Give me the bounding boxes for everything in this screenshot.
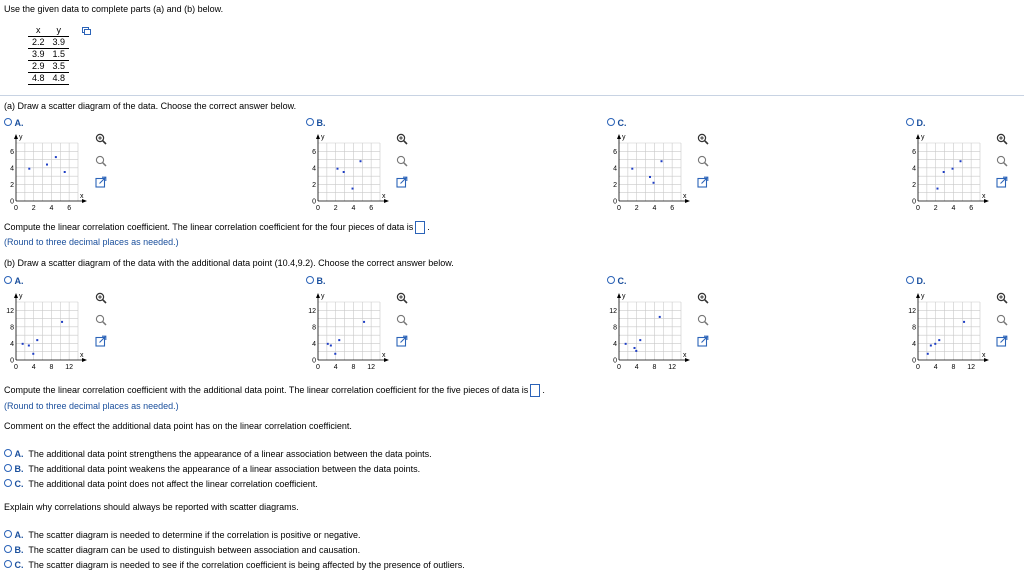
part-a-plot-a	[4, 131, 94, 213]
data-point	[36, 339, 38, 341]
x-tick-label: 0	[916, 205, 920, 212]
choice-text: The scatter diagram is needed to determine if the correlation is positive or negative.	[28, 530, 361, 540]
part-b-answer-input[interactable]	[530, 384, 540, 397]
table-cell: 3.9	[49, 37, 70, 49]
y-tick-label: 0	[10, 198, 14, 206]
option-label: B.	[316, 276, 326, 286]
data-point	[934, 343, 936, 345]
x-tick-label: 4	[351, 205, 356, 212]
y-axis-arrow	[316, 293, 320, 298]
part-a-option-b[interactable]	[306, 118, 326, 128]
x-tick-label: 4	[31, 364, 36, 371]
y-axis-label: y	[622, 134, 626, 141]
y-tick-label: 12	[308, 307, 316, 315]
open-external-icon[interactable]	[95, 335, 107, 347]
x-tick-label: 0	[14, 364, 18, 371]
option-label: D.	[916, 118, 926, 128]
explain-choice-b[interactable]	[4, 545, 360, 555]
part-b-compute-text: Compute the linear correlation coefficient with the additional data point. The linear correlation coefficient for the five pieces of data is	[4, 384, 529, 395]
data-point	[659, 316, 661, 318]
part-a-tools-a	[95, 133, 107, 188]
data-point	[639, 339, 641, 341]
y-tick-label: 2	[613, 181, 617, 189]
zoom-out-icon[interactable]	[396, 155, 408, 167]
table-cell: 2.2	[28, 37, 49, 49]
part-a-tools-c	[697, 133, 709, 188]
zoom-in-icon[interactable]	[95, 133, 107, 145]
data-point	[61, 321, 63, 323]
x-axis-label: x	[982, 193, 986, 200]
radio-button[interactable]	[4, 118, 12, 126]
zoom-in-icon[interactable]	[996, 292, 1008, 304]
comment-prompt: Comment on the effect the additional data point has on the linear correlation coefficient.	[4, 421, 352, 431]
y-axis-label: y	[19, 293, 23, 300]
y-tick-label: 2	[312, 181, 316, 189]
x-tick-label: 12	[367, 364, 376, 371]
data-point	[338, 339, 340, 341]
choice-text: The additional data point does not affect the linear correlation coefficient.	[28, 479, 318, 489]
y-tick-label: 0	[10, 357, 14, 365]
part-b-tools-d	[996, 292, 1008, 347]
data-point	[927, 353, 929, 355]
x-tick-label: 8	[351, 364, 356, 371]
part-a-plot-c	[607, 131, 697, 213]
part-b-plot-b	[306, 290, 396, 372]
y-axis-arrow	[916, 293, 920, 298]
open-external-icon[interactable]	[996, 335, 1008, 347]
open-external-icon[interactable]	[396, 176, 408, 188]
open-external-icon[interactable]	[697, 176, 709, 188]
data-point	[363, 321, 365, 323]
radio-button[interactable]	[906, 118, 914, 126]
part-a-option-c[interactable]	[607, 118, 627, 128]
y-axis-label: y	[921, 293, 925, 300]
table-cell: 4.8	[49, 73, 70, 85]
data-point	[649, 176, 651, 178]
part-a-option-a[interactable]	[4, 118, 24, 128]
choice-letter: B.	[14, 464, 24, 474]
part-a-tools-d	[996, 133, 1008, 188]
data-point	[960, 160, 962, 162]
table-cell: 2.9	[28, 61, 49, 73]
data-point	[930, 345, 932, 347]
y-tick-label: 0	[912, 357, 916, 365]
instruction-text: Use the given data to complete parts (a) and (b) below.	[4, 4, 224, 14]
zoom-in-icon[interactable]	[697, 133, 709, 145]
choice-letter: C.	[14, 479, 24, 489]
part-b-tools-a	[95, 292, 107, 347]
y-tick-label: 4	[912, 340, 916, 348]
data-point	[661, 160, 663, 162]
y-tick-label: 6	[613, 148, 617, 156]
x-tick-label: 4	[634, 364, 639, 371]
x-tick-label: 12	[65, 364, 74, 371]
option-label: A.	[14, 276, 24, 286]
option-label: C.	[617, 118, 627, 128]
data-point	[634, 347, 636, 349]
x-tick-label: 8	[49, 364, 54, 371]
zoom-out-icon[interactable]	[996, 314, 1008, 326]
option-label: D.	[916, 276, 926, 286]
y-tick-label: 0	[312, 198, 316, 206]
choice-text: The additional data point strengthens the appearance of a linear association between the data points.	[28, 449, 432, 459]
data-point	[55, 156, 57, 158]
radio-button[interactable]	[4, 464, 12, 472]
data-point	[330, 345, 332, 347]
y-axis-label: y	[921, 134, 925, 141]
x-tick-label: 2	[333, 205, 338, 212]
radio-button[interactable]	[306, 118, 314, 126]
y-tick-label: 0	[613, 198, 617, 206]
open-external-icon[interactable]	[95, 176, 107, 188]
part-a-plot-b	[306, 131, 396, 213]
data-point	[952, 168, 954, 170]
x-tick-label: 12	[668, 364, 677, 371]
data-point	[64, 171, 66, 173]
y-tick-label: 4	[312, 340, 316, 348]
x-tick-label: 12	[967, 364, 976, 371]
x-axis-label: x	[80, 352, 84, 359]
radio-button[interactable]	[306, 276, 314, 284]
part-b-plot-c	[607, 290, 697, 372]
y-tick-label: 2	[10, 181, 14, 189]
radio-button[interactable]	[4, 560, 12, 568]
y-axis-label: y	[19, 134, 23, 141]
radio-button[interactable]	[4, 276, 12, 284]
y-tick-label: 12	[908, 307, 916, 315]
y-tick-label: 6	[312, 148, 316, 156]
data-point	[635, 350, 637, 352]
y-tick-label: 2	[912, 181, 916, 189]
x-axis-label: x	[683, 352, 687, 359]
y-axis-arrow	[14, 134, 18, 139]
table-header-y: y	[49, 25, 70, 37]
choice-letter: A.	[14, 530, 24, 540]
option-label: C.	[617, 276, 627, 286]
y-tick-label: 8	[912, 324, 916, 332]
data-point	[653, 182, 655, 184]
y-tick-label: 12	[6, 307, 14, 315]
data-point	[963, 321, 965, 323]
x-tick-label: 0	[316, 205, 320, 212]
x-tick-label: 2	[933, 205, 938, 212]
zoom-out-icon[interactable]	[697, 155, 709, 167]
y-tick-label: 12	[609, 307, 617, 315]
part-b-tools-c	[697, 292, 709, 347]
part-a-prompt: (a) Draw a scatter diagram of the data. Choose the correct answer below.	[4, 101, 297, 111]
y-tick-label: 0	[312, 357, 316, 365]
zoom-out-icon[interactable]	[396, 314, 408, 326]
option-label: B.	[316, 118, 326, 128]
y-tick-label: 8	[312, 324, 316, 332]
part-b-compute-row: Compute the linear correlation coefficient with the additional data point. The linear correlation coefficient for the five pieces of data is .	[4, 384, 545, 397]
data-point	[46, 164, 48, 166]
y-tick-label: 6	[10, 148, 14, 156]
zoom-in-icon[interactable]	[996, 133, 1008, 145]
data-table-wrap	[28, 25, 69, 85]
part-a-compute-text: Compute the linear correlation coefficient. The linear correlation coefficient for the four pieces of data is	[4, 221, 414, 232]
radio-button[interactable]	[906, 276, 914, 284]
data-point	[28, 345, 30, 347]
part-b-round-note: (Round to three decimal places as needed.)	[4, 401, 179, 411]
y-axis-arrow	[617, 293, 621, 298]
part-a-round-note: (Round to three decimal places as needed.)	[4, 237, 179, 247]
comment-choice-a[interactable]	[4, 449, 432, 459]
table-cell: 3.9	[28, 49, 49, 61]
radio-button[interactable]	[4, 479, 12, 487]
y-tick-label: 8	[613, 324, 617, 332]
x-tick-label: 6	[670, 205, 675, 212]
x-tick-label: 4	[333, 364, 338, 371]
explain-choice-c[interactable]	[4, 560, 465, 570]
y-tick-label: 4	[912, 165, 916, 173]
zoom-out-icon[interactable]	[996, 155, 1008, 167]
x-tick-label: 2	[634, 205, 639, 212]
data-point	[943, 171, 945, 173]
part-b-prompt: (b) Draw a scatter diagram of the data with the additional data point (10.4,9.2). Choose the correct answer below.	[4, 258, 454, 268]
data-point	[936, 188, 938, 190]
data-point	[28, 168, 30, 170]
part-b-option-d[interactable]	[906, 276, 926, 286]
part-b-tools-b	[396, 292, 408, 347]
radio-button[interactable]	[4, 530, 12, 538]
y-tick-label: 4	[10, 340, 14, 348]
radio-button[interactable]	[607, 276, 615, 284]
data-point	[352, 188, 354, 190]
x-tick-label: 6	[67, 205, 72, 212]
y-tick-label: 0	[613, 357, 617, 365]
x-axis-label: x	[382, 193, 386, 200]
x-tick-label: 2	[31, 205, 36, 212]
explain-prompt: Explain why correlations should always be reported with scatter diagrams.	[4, 502, 299, 512]
zoom-out-icon[interactable]	[95, 314, 107, 326]
choice-text: The additional data point weakens the appearance of a linear association between the data points.	[28, 464, 421, 474]
part-a-plot-d	[906, 131, 996, 213]
x-tick-label: 0	[916, 364, 920, 371]
radio-button[interactable]	[4, 449, 12, 457]
zoom-in-icon[interactable]	[697, 292, 709, 304]
radio-button[interactable]	[607, 118, 615, 126]
part-a-tools-b	[396, 133, 408, 188]
data-point	[343, 171, 345, 173]
x-tick-label: 6	[369, 205, 374, 212]
open-external-icon[interactable]	[396, 335, 408, 347]
open-external-icon[interactable]	[697, 335, 709, 347]
y-tick-label: 4	[10, 165, 14, 173]
y-tick-label: 8	[10, 324, 14, 332]
y-tick-label: 0	[912, 198, 916, 206]
x-axis-label: x	[80, 193, 84, 200]
choice-text: The scatter diagram is needed to see if the correlation coefficient is being affected by the presence of outliers.	[28, 560, 465, 570]
choice-text: The scatter diagram can be used to distinguish between association and causation.	[28, 545, 361, 555]
data-point	[938, 339, 940, 341]
x-tick-label: 0	[617, 364, 621, 371]
part-b-plot-d	[906, 290, 996, 372]
data-point	[631, 168, 633, 170]
zoom-in-icon[interactable]	[396, 292, 408, 304]
y-axis-label: y	[321, 293, 325, 300]
y-tick-label: 4	[613, 165, 617, 173]
data-point	[360, 160, 362, 162]
zoom-in-icon[interactable]	[95, 292, 107, 304]
radio-button[interactable]	[4, 545, 12, 553]
x-tick-label: 0	[617, 205, 621, 212]
y-tick-label: 4	[312, 165, 316, 173]
part-b-option-b[interactable]	[306, 276, 326, 286]
y-axis-arrow	[316, 134, 320, 139]
data-point	[32, 353, 34, 355]
table-cell: 4.8	[28, 73, 49, 85]
x-axis-label: x	[382, 352, 386, 359]
x-tick-label: 8	[652, 364, 657, 371]
comment-choice-b[interactable]	[4, 464, 420, 474]
zoom-out-icon[interactable]	[697, 314, 709, 326]
y-axis-label: y	[321, 134, 325, 141]
separator	[0, 95, 1024, 96]
zoom-in-icon[interactable]	[396, 133, 408, 145]
x-tick-label: 0	[316, 364, 320, 371]
option-label: A.	[14, 118, 24, 128]
x-axis-label: x	[982, 352, 986, 359]
data-table	[28, 25, 69, 85]
part-a-option-d[interactable]	[906, 118, 926, 128]
data-point	[625, 343, 627, 345]
part-a-compute-row: Compute the linear correlation coefficient. The linear correlation coefficient for the four pieces of data is .	[4, 221, 430, 234]
choice-letter: B.	[14, 545, 24, 555]
table-header-x: x	[28, 25, 49, 37]
open-external-icon[interactable]	[996, 176, 1008, 188]
part-b-plot-a	[4, 290, 94, 372]
x-tick-label: 6	[969, 205, 974, 212]
x-tick-label: 0	[14, 205, 18, 212]
y-axis-arrow	[617, 134, 621, 139]
data-point	[327, 343, 329, 345]
x-tick-label: 8	[951, 364, 956, 371]
x-tick-label: 4	[652, 205, 657, 212]
data-point	[336, 168, 338, 170]
y-tick-label: 4	[613, 340, 617, 348]
y-axis-label: y	[622, 293, 626, 300]
y-tick-label: 6	[912, 148, 916, 156]
x-axis-label: x	[683, 193, 687, 200]
choice-letter: A.	[14, 449, 24, 459]
part-b-option-a[interactable]	[4, 276, 24, 286]
explain-choice-a[interactable]	[4, 530, 361, 540]
table-cell: 3.5	[49, 61, 70, 73]
part-b-option-c[interactable]	[607, 276, 627, 286]
y-axis-arrow	[916, 134, 920, 139]
comment-choice-c[interactable]	[4, 479, 318, 489]
part-a-answer-input[interactable]	[415, 221, 425, 234]
zoom-out-icon[interactable]	[95, 155, 107, 167]
data-point	[334, 353, 336, 355]
x-tick-label: 4	[933, 364, 938, 371]
data-point	[22, 343, 24, 345]
x-tick-label: 4	[49, 205, 54, 212]
copy-table-icon[interactable]	[82, 27, 91, 35]
choice-letter: C.	[14, 560, 24, 570]
table-cell: 1.5	[49, 49, 70, 61]
x-tick-label: 4	[951, 205, 956, 212]
y-axis-arrow	[14, 293, 18, 298]
